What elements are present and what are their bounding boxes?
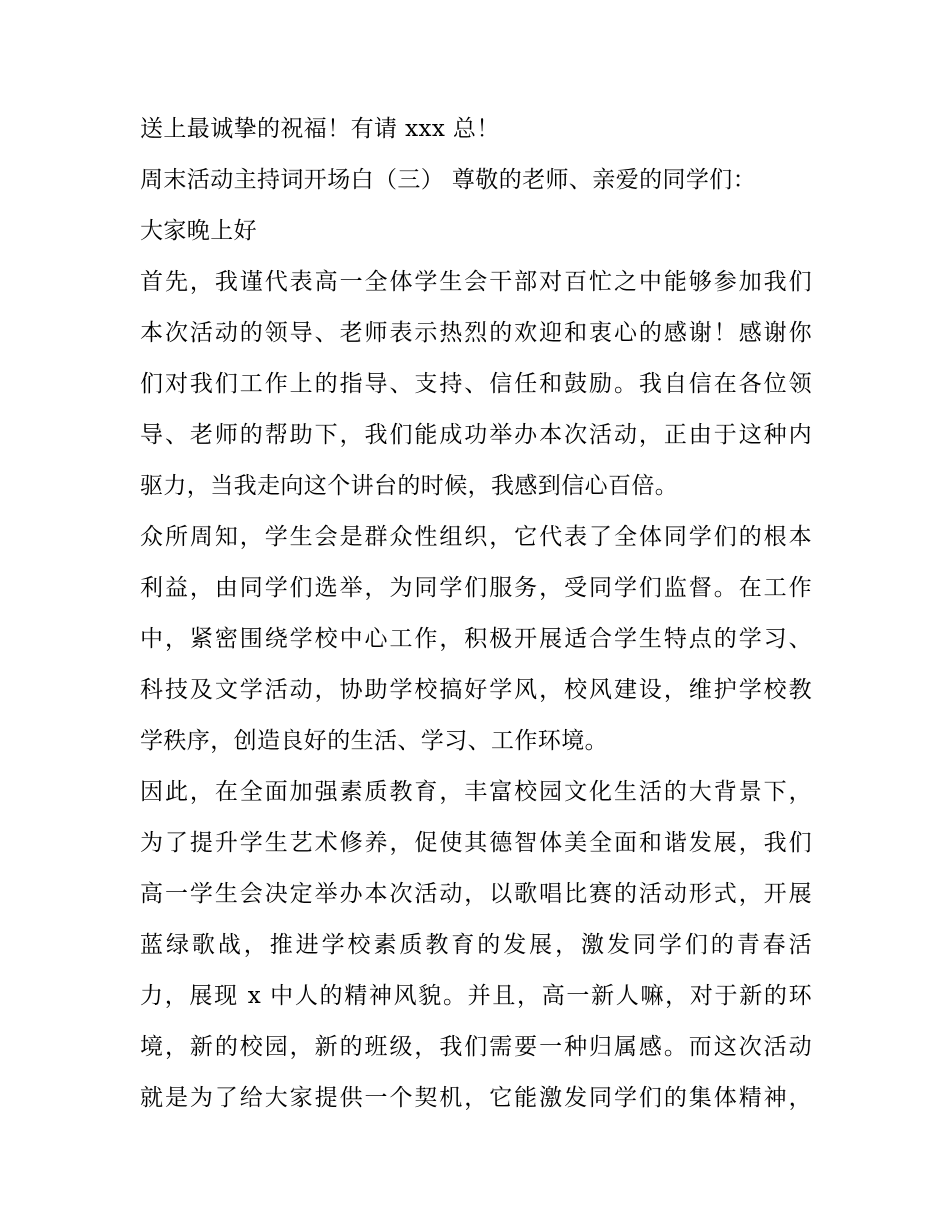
text-line: 驱力，当我走向这个讲台的时候，我感到信心百倍。 (140, 473, 679, 499)
text-line: 本次活动的领导、老师表示热烈的欢迎和衷心的感谢！感谢你 (140, 320, 812, 346)
text-line: 送上最诚挚的祝福！有请 xxx 总！ (140, 116, 500, 142)
text-line: 大家晚上好 (140, 218, 257, 244)
document-body (140, 104, 812, 1124)
text-line: 力，展现 x 中人的精神风貌。并且，高一新人嘛，对于新的环 (140, 983, 812, 1009)
text-line: 导、老师的帮助下，我们能成功举办本次活动，正由于这种内 (140, 422, 812, 448)
text-line: 高一学生会决定举办本次活动，以歌唱比赛的活动形式，开展 (140, 881, 812, 907)
text-line: 就是为了给大家提供一个契机，它能激发同学们的集体精神， (140, 1085, 812, 1111)
text-line: 利益，由同学们选举，为同学们服务，受同学们监督。在工作 (140, 575, 812, 601)
text-line: 学秩序，创造良好的生活、学习、工作环境。 (140, 728, 608, 754)
text-line: 周末活动主持词开场白（三） 尊敬的老师、亲爱的同学们： (140, 167, 757, 193)
text-line: 蓝绿歌战，推进学校素质教育的发展，激发同学们的青春活 (140, 932, 812, 958)
text-line: 境，新的校园，新的班级，我们需要一种归属感。而这次活动 (140, 1034, 812, 1060)
text-line: 众所周知，学生会是群众性组织，它代表了全体同学们的根本 (140, 524, 812, 550)
text-line: 首先，我谨代表高一全体学生会干部对百忙之中能够参加我们 (140, 269, 812, 295)
text-line: 为了提升学生艺术修养，促使其德智体美全面和谐发展，我们 (140, 830, 812, 856)
text-line: 科技及文学活动，协助学校搞好学风，校风建设，维护学校教 (140, 677, 812, 703)
text-line: 们对我们工作上的指导、支持、信任和鼓励。我自信在各位领 (140, 371, 812, 397)
text-line: 因此，在全面加强素质教育，丰富校园文化生活的大背景下， (140, 779, 812, 805)
text-line: 中，紧密围绕学校中心工作，积极开展适合学生特点的学习、 (140, 626, 812, 652)
